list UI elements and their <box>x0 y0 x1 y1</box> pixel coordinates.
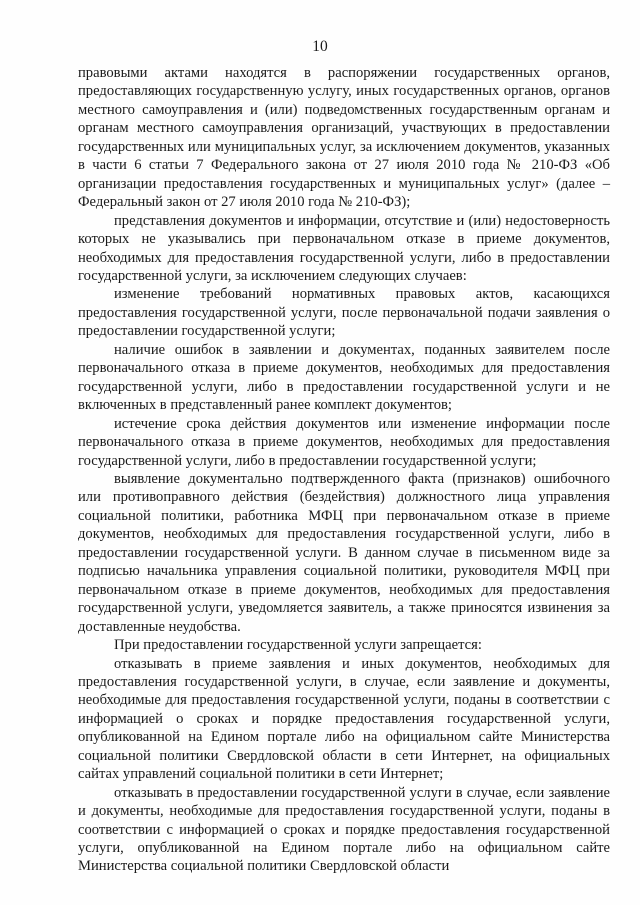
document-body <box>78 64 610 876</box>
paragraph: отказывать в предоставлении государственной услуги в случае, если заявление и документы, необходимые для предоставления государственной услуги, поданы в соответствии с информацией о сроках и порядке предоставления государственной услуги, опубликованной на Едином портале либо на официальном сайте Министерства социальной политики Свердловской области <box>78 784 610 875</box>
paragraph: При предоставлении государственной услуги запрещается: <box>114 637 482 654</box>
paragraph: отказывать в приеме заявления и иных документов, необходимых для предоставления государственной услуги, в случае, если заявление и документы, необходимые для предоставления государственной услуги, поданы в соответствии с информацией о сроках и порядке предоставления государственной услуги, опубликованной на Едином портале либо на официальном сайте Министерства социальной политики Свердловской области в сети Интернет, на официальных сайтах управлений социальной политики в сети Интернет; <box>78 655 610 783</box>
paragraph: представления документов и информации, отсутствие и (или) недостоверность которых не указывались при первоначальном отказе в приеме документов, необходимых для предоставления государственной услуги, либо в предоставлении государственной услуги, за исключением следующих случаев: <box>78 212 610 284</box>
paragraph-continuation: правовыми актами находятся в распоряжении государственных органов, предоставляющих государственную услугу, иных государственных органов, органов местного самоуправления и (или) подведомственных государственным органам и органам местного самоуправления организаций, участвующих в предоставлении государственных или муниципальных услуг, за исключением документов, указанных в части 6 статьи 7 Федерального закона от 27 июля 2010 года № 210-ФЗ «Об организации предоставления государственных и муниципальных услуг» (далее – Федеральный закон от 27 июля 2010 года № 210-ФЗ); <box>78 65 610 211</box>
paragraph: изменение требований нормативных правовых актов, касающихся предоставления государственной услуги, после первоначальной подачи заявления о предоставлении государственной услуги; <box>78 286 610 340</box>
page-number: 10 <box>312 38 328 55</box>
paragraph: выявление документально подтвержденного факта (признаков) ошибочного или противоправного действия (бездействия) должностного лица управления социальной политики, работника МФЦ при первоначальном отказе в приеме документов, необходимых для предоставления государственной услуги, либо в предоставлении государственной услуги. В данном случае в письменном виде за подписью начальника управления социальной политики, руководителя МФЦ при первоначальном отказе в приеме документов, необходимых для предоставления государственной услуги, уведомляется заявитель, а также приносятся извинения за доставленные неудобства. <box>78 470 610 635</box>
paragraph: наличие ошибок в заявлении и документах, поданных заявителем после первоначального отказа в приеме документов, необходимых для предоставления государственной услуги, либо в предоставлении государственной услуги и не включенных в представленный ранее комплект документов; <box>78 341 610 414</box>
paragraph: истечение срока действия документов или изменение информации после первоначального отказа в приеме документов, необходимых для предоставления государственной услуги, либо в предоставлении государственной услуги; <box>78 415 610 469</box>
